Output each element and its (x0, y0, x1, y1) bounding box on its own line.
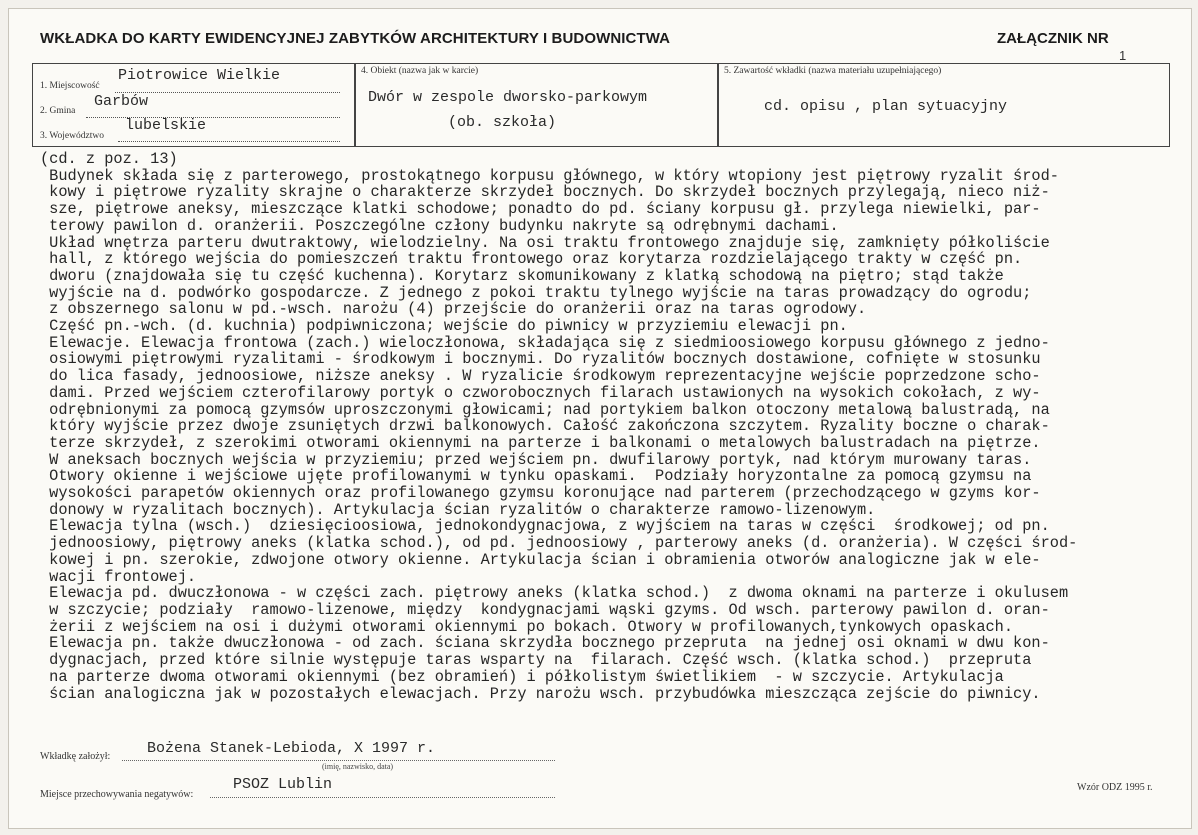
author-hint: (imię, nazwisko, data) (322, 762, 394, 771)
author-value: Bożena Stanek-Lebioda, X 1997 r. (147, 740, 436, 757)
description-line: Elewacja pn. także dwuczłonowa - od zach. ściana skrzydła bocznego przepruta na jednej osi oknami w dwu kon- (40, 634, 1050, 653)
description-line: wyjście na d. podwórko gospodarcze. Z jednego z pokoi traktu tylnego wyjście na taras prowadzący do ogrodu; (40, 283, 1032, 302)
description-line: donowy w ryzalitach bocznych). Artykulacja ścian ryzalitów o charakterze ramowo-lizenowym. (40, 500, 876, 519)
negatives-label: Miejsce przechowywania negatywów: (40, 789, 194, 800)
description-line: który wyjście przez dwoje zsuniętych drzwi balkonowych. Całość zakończona szczytem. Ryzality boczne o charak- (40, 417, 1050, 436)
description-line: z obszernego salonu w pd.-wsch. narożu (4) przejście do oranżerii oraz na taras ogrodowy. (40, 300, 867, 319)
description-line: Elewacja tylna (wsch.) dziesięcioosiowa, jednokondygnacjowa, z wyjściem na taras w części środkowej; od pn. (40, 517, 1050, 536)
author-line (122, 760, 555, 761)
zawartosc-value: cd. opisu , plan sytuacyjny (764, 98, 1008, 115)
obiekt-label: 4. Obiekt (nazwa jak w karcie) (361, 66, 479, 76)
attachment-label: ZAŁĄCZNIK NR (997, 30, 1109, 47)
gmina-value: Garbów (94, 93, 149, 110)
description-line: ścian analogiczna jak w pozostałych elewacjach. Przy narożu wsch. przybudówka mieszcząca zejście do piwnicy. (40, 684, 1041, 703)
description-line: jednoosiowy, piętrowy aneks (klatka schod.), od pd. jednoosiowy , parterowy aneks (d. oranżeria). W części środ- (40, 534, 1078, 553)
wojewodztwo-line (118, 141, 340, 142)
description-line: Część pn.-wch. (d. kuchnia) podpiwniczona; wejście do piwnicy w przyziemiu elewacji pn. (40, 317, 848, 336)
description-line: kowej i pn. szerokie, zdwojone otwory okienne. Artykulacja ścian i obramienia otworów analogiczne jak w ele- (40, 550, 1041, 569)
obiekt-value-line2: (ob. szkoła) (448, 114, 557, 131)
description-line: wysokości parapetów okiennych oraz profilowanego gzymsu koronujące nad parterem (przechodzącego w gzyms kor- (40, 484, 1041, 503)
description-line: Układ wnętrza parteru dwutraktowy, wielodzielny. Na osi traktu frontowego znajduje się, zamknięty półkoliście (40, 233, 1050, 252)
description-line: osiowymi piętrowymi ryzalitami - środkowym i bocznymi. Do ryzalitów bocznych dostawione, cofnięte w stosunku (40, 350, 1041, 369)
description-line: w szczycie; podziały ramowo-lizenowe, między kondygnacjami wąski gzyms. Od wsch. parterowy pawilon d. oran- (40, 600, 1050, 619)
description-line: Elewacja pd. dwuczłonowa - w części zach. piętrowy aneks (klatka schod.) z dwoma oknami na parterze i okulusem (40, 584, 1069, 603)
description-line: na parterze dwoma otworami okiennymi (bez obramień) i półkolistym świetlikiem - w szczycie. Artykulacja (40, 667, 1004, 686)
zawartosc-label: 5. Zawartość wkładki (nazwa materiału uzupełniającego) (724, 66, 942, 76)
miejscowosc-line (115, 92, 340, 93)
attachment-number: 1 (1119, 48, 1127, 63)
description-line: sze, piętrowe aneksy, mieszczące klatki schodowe; ponadto do pd. ściany korpusu gł. przylega niewielki, par- (40, 200, 1041, 219)
description-text (40, 151, 1180, 702)
description-line: (cd. z poz. 13) (40, 150, 178, 168)
description-line: dami. Przed wejściem czterofilarowy portyk o czworobocznych filarach ustawionych na wysokich cokołach, z wy- (40, 383, 1041, 402)
description-line: hall, z którego wejścia do pomieszczeń traktu frontowego oraz korytarza rozdzielającego trakty w część pn. (40, 250, 1023, 269)
gmina-label: 2. Gmina (40, 106, 76, 116)
document-title: WKŁADKA DO KARTY EWIDENCYJNEJ ZABYTKÓW ARCHITEKTURY I BUDOWNICTWA (40, 30, 671, 47)
description-line: Otwory okienne i wejściowe ujęte profilowanymi w tynku opaskami. Podziały horyzontalne za pomocą gzymsu na (40, 467, 1032, 486)
obiekt-value-line1: Dwór w zespole dworsko-parkowym (368, 89, 648, 106)
wojewodztwo-label: 3. Województwo (40, 131, 104, 141)
miejscowosc-label: 1. Miejscowość (40, 81, 100, 91)
description-line: dworu (znajdowała się tu część kuchenna). Korytarz skomunikowany z klatką schodową na piętro; stąd także (40, 266, 1004, 285)
description-line: terowy pawilon d. oranżerii. Poszczególne człony budynku nakryte są odrębnymi dachami. (40, 216, 839, 235)
description-line: Elewacje. Elewacja frontowa (zach.) wieloczłonowa, składająca się z siedmioosiowego korpusu głównego z jedno- (40, 333, 1050, 352)
description-line: do lica fasady, jednoosiowe, niższe aneksy . W ryzalicie środkowym reprezentacyjne wejście poprzedzone scho- (40, 367, 1041, 386)
author-label: Wkładkę założył: (40, 751, 111, 762)
description-line: wacji frontowej. (40, 567, 197, 586)
description-line: terze skrzydeł, z szerokimi otworami okiennymi na parterze i balkonami o metalowych balustradach na piętrze. (40, 433, 1041, 452)
description-line: dygnacjach, przed które silnie występuje taras wsparty na filarach. Część wsch. (klatka schod.) przepruta (40, 651, 1032, 670)
miejscowosc-value: Piotrowice Wielkie (118, 67, 281, 84)
description-line: kowy i piętrowe ryzality skrajne o charakterze skrzydeł bocznych. Do skrzydeł bocznych przylegają, nieco niż- (40, 183, 1050, 202)
description-line: odrębnionymi za pomocą gzymsów uproszczonymi głowicami; nad portykiem balkon otoczony metalową balustradą, na (40, 400, 1050, 419)
form-code: Wzór ODZ 1995 r. (1077, 782, 1153, 793)
description-line: żerii z wejściem na osi i dużymi otworami okiennymi po bokach. Otwory w profilowanych,tynkowych opaskach. (40, 617, 1014, 636)
negatives-value: PSOZ Lublin (233, 776, 333, 793)
negatives-line (210, 797, 555, 798)
description-line: Budynek składa się z parterowego, prostokątnego korpusu głównego, w który wtopiony jest piętrowy ryzalit środ- (40, 166, 1059, 185)
description-line: W aneksach bocznych wejścia w przyziemiu; przed wejściem pn. dwufilarowy portyk, nad którym murowany taras. (40, 450, 1032, 469)
wojewodztwo-value: lubelskie (125, 117, 207, 134)
